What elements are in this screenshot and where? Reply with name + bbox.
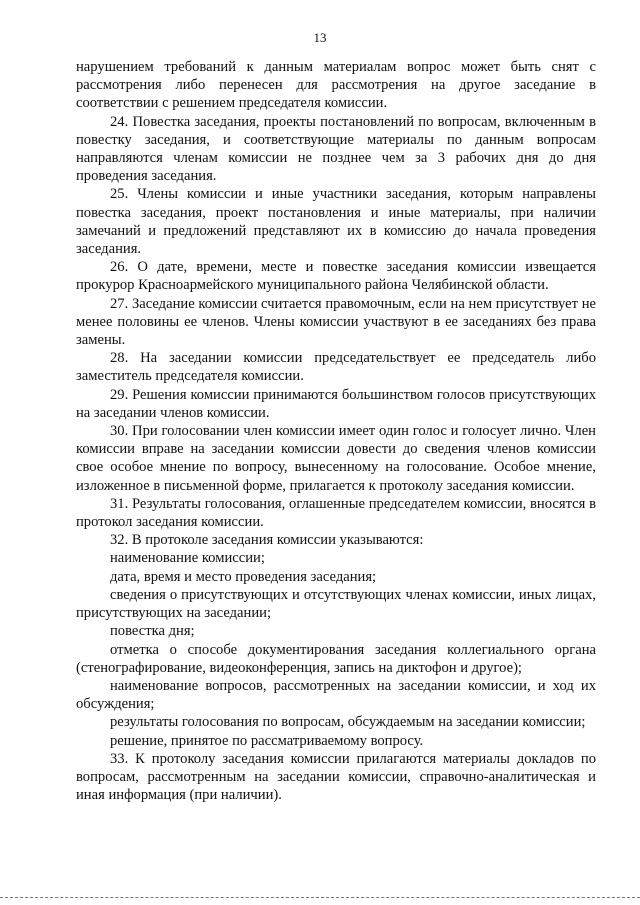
paragraph-26: 26. О дате, времени, месте и повестке заседания комиссии извещается прокурор Красноармейского муниципального района Челябинской области. [76,259,596,294]
footer-divider [0,897,640,898]
list-item-decision: решение, принятое по рассматриваемому вопросу. [110,732,424,749]
paragraph-25: 25. Члены комиссии и иные участники заседания, которым направлены повестка заседания, проект постановления и иные материалы, при наличии замечаний и предложений представляют их в комиссию до начала проведения заседания. [76,186,596,258]
paragraph-24: 24. Повестка заседания, проекты постановлений по вопросам, включенным в повестку заседания, и соответствующие материалы по данным вопросам направляются членам комиссии не позднее чем за 3 рабочих дня до дня проведения заседания. [76,113,596,185]
paragraph-28: 28. На заседании комиссии председательствует ее председатель либо заместитель председателя комиссии. [76,350,596,385]
page-number: 13 [313,30,327,45]
paragraph-33: 33. К протоколу заседания комиссии прилагаются материалы докладов по вопросам, рассмотренным на заседании комиссии, справочно-аналитическая и иная информация (при наличии). [76,750,596,804]
paragraph-32: 32. В протоколе заседания комиссии указываются: [110,532,424,549]
list-item-voting-results: результаты голосования по вопросам, обсуждаемым на заседании комиссии; [110,714,586,731]
paragraph-29: 29. Решения комиссии принимаются большинством голосов присутствующих на заседании членов комиссии. [76,386,596,421]
paragraph-continuation: нарушением требований к данным материалам вопрос может быть снят с рассмотрения либо перенесен для рассмотрения на другое заседание в соответствии с решением председателя комиссии. [76,59,596,112]
list-item-questions-discussed: наименование вопросов, рассмотренных на заседании комиссии, и ход их обсуждения; [76,677,596,713]
paragraph-31: 31. Результаты голосования, оглашенные председателем комиссии, вносятся в протокол заседания комиссии. [76,495,596,531]
list-item-attendance: сведения о присутствующих и отсутствующих членах комиссии, иных лицах, присутствующих на заседании; [76,586,596,622]
list-item-agenda: повестка дня; [110,623,195,640]
paragraph-27: 27. Заседание комиссии считается правомочным, если на нем присутствует не менее половины ее членов. Члены комиссии участвуют в ее заседаниях без права замены. [76,295,596,349]
list-item-documentation-method: отметка о способе документирования заседания коллегиального органа (стенографирование, видеоконференция, запись на диктофон и другое); [76,641,596,676]
list-item-commission-name: наименование комиссии; [110,550,265,567]
list-item-date-time-place: дата, время и место проведения заседания; [110,568,377,585]
document-body [76,58,596,804]
paragraph-30: 30. При голосовании член комиссии имеет один голос и голосует лично. Член комиссии вправе на заседании комиссии довести до сведения членов комиссии свое особое мнение по вопросу, вынесенному на голосование. Особое мнение, изложенное в письменной форме, прилагается к протоколу заседания комиссии. [76,423,596,494]
